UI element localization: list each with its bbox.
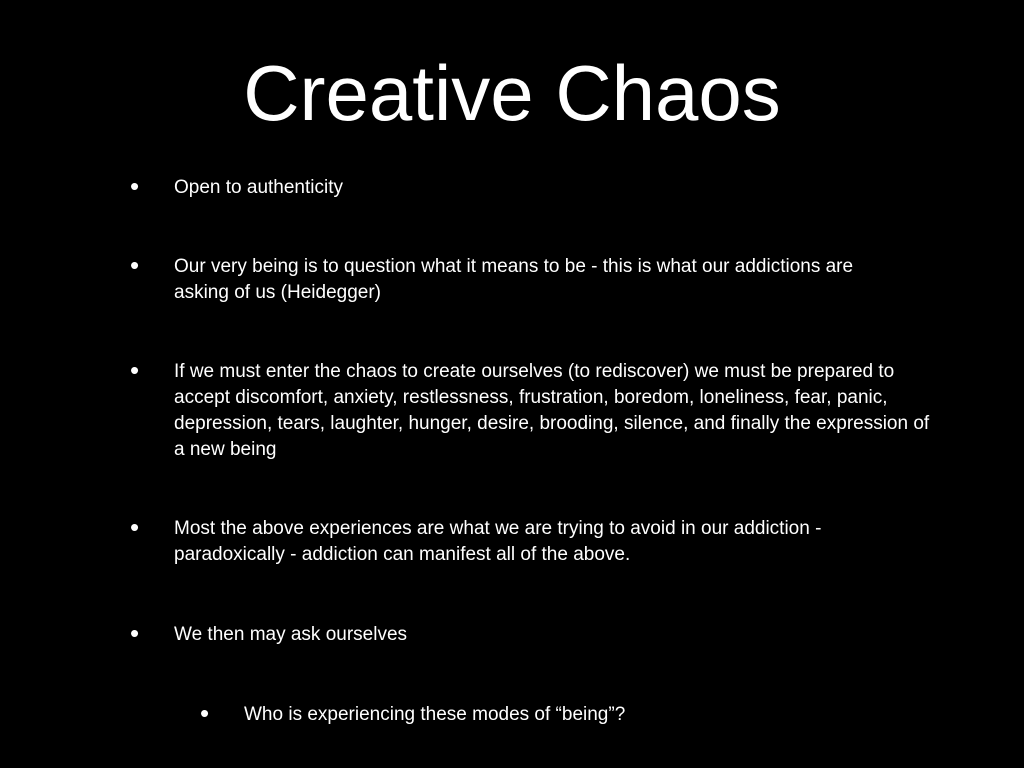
sub-bullet-marker: •: [200, 698, 210, 728]
bullet-text: We then may ask ourselves: [174, 624, 408, 645]
bullet-marker: •: [130, 512, 140, 542]
bullet-item: [130, 618, 934, 648]
slide-title: Creative Chaos: [243, 49, 781, 137]
bullet-item: [130, 171, 934, 201]
bullet-marker: •: [130, 355, 140, 385]
sub-bullet-text: Who is experiencing these modes of “being”?: [244, 704, 626, 725]
bullet-marker: •: [130, 171, 140, 201]
bullet-text: Most the above experiences are what we are trying to avoid in our addiction - paradoxically - addiction can manifest all of the above.: [174, 518, 822, 565]
bullet-text: If we must enter the chaos to create ourselves (to rediscover) we must be prepared to accept discomfort, anxiety, restlessness, frustration, boredom, loneliness, fear, panic, depression, tears, laughter, hunger, desire, brooding, silence, and finally the expression of a new being: [174, 361, 930, 460]
bullet-text: Open to authenticity: [174, 177, 343, 198]
bullet-marker: •: [130, 618, 140, 648]
bullet-item: [130, 250, 894, 306]
bullet-marker: •: [130, 250, 140, 280]
bullet-item: [130, 355, 934, 463]
bullet-text: Our very being is to question what it means to be - this is what our addictions are asking of us (Heidegger): [174, 256, 854, 303]
sub-bullet-item: [200, 698, 924, 728]
bullet-item: [130, 512, 934, 568]
